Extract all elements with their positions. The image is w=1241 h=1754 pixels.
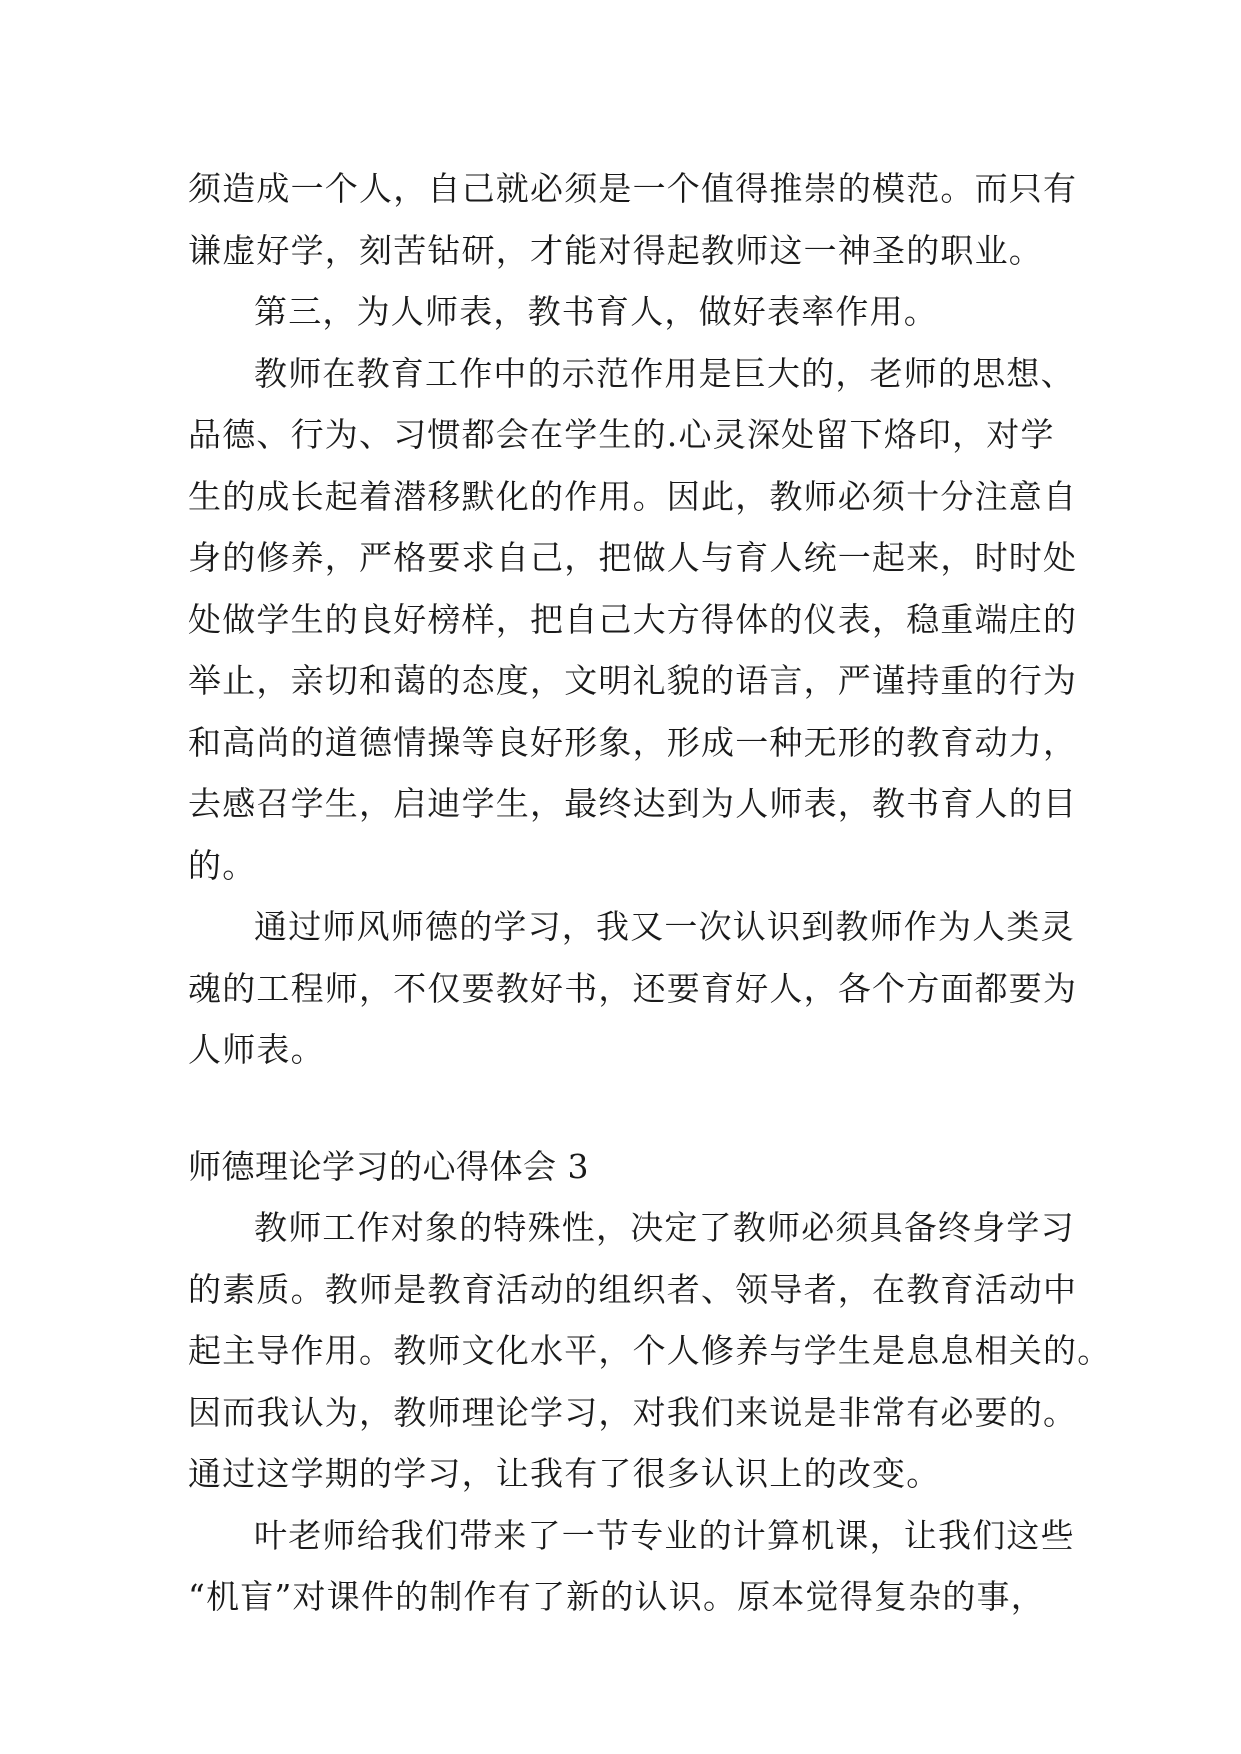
paragraph-line: 须造成一个人，自己就必须是一个值得推崇的模范。而只有: [188, 169, 1078, 208]
paragraph-line: 的素质。教师是教育活动的组织者、领导者，在教育活动中: [188, 1269, 1078, 1309]
paragraph-line: “机盲”对课件的制作有了新的认识。原本觉得复杂的事，: [188, 1577, 1045, 1616]
paragraph-line: 通过这学期的学习，让我有了很多认识上的改变。: [188, 1454, 941, 1493]
paragraph-line: 谦虚好学，刻苦钻研，才能对得起教师这一神圣的职业。: [188, 230, 1043, 270]
paragraph-line: 教师工作对象的特殊性，决定了教师必须具备终身学习: [254, 1208, 1075, 1247]
paragraph-line: 魂的工程师，不仅要教好书，还要育好人，各个方面都要为: [188, 968, 1078, 1008]
paragraph-line: 的。: [188, 845, 257, 885]
document-body: [188, 158, 1112, 1628]
paragraph-line: 身的修养，严格要求自己，把做人与育人统一起来，时时处: [188, 538, 1078, 577]
paragraph-line: 生的成长起着潜移默化的作用。因此，教师必须十分注意自: [188, 476, 1078, 516]
paragraph-line: 举止，亲切和蔼的态度，文明礼貌的语言，严谨持重的行为: [188, 661, 1078, 700]
paragraph-line: 处做学生的良好榜样，把自己大方得体的仪表，稳重端庄的: [188, 599, 1078, 639]
section-heading: 师德理论学习的心得体会 3: [188, 1146, 589, 1186]
paragraph-line: 通过师风师德的学习，我又一次认识到教师作为人类灵: [254, 907, 1075, 946]
section-spacer: [188, 1081, 1068, 1136]
paragraph-line: 第三，为人师表，教书育人，做好表率作用。: [254, 292, 938, 331]
paragraph-line: 去感召学生，启迪学生，最终达到为人师表，教书育人的目: [188, 784, 1078, 823]
paragraph-line: 品德、行为、习惯都会在学生的.心灵深处留下烙印，对学: [188, 415, 1055, 454]
paragraph-line: 起主导作用。教师文化水平，个人修养与学生是息息相关的。: [188, 1331, 1112, 1370]
paragraph-line: 和高尚的道德情操等良好形象，形成一种无形的教育动力，: [188, 722, 1078, 762]
paragraph-line: 教师在教育工作中的示范作用是巨大的，老师的思想、: [254, 353, 1075, 393]
paragraph-line: 叶老师给我们带来了一节专业的计算机课，让我们这些: [254, 1515, 1075, 1555]
paragraph-line: 因而我认为，教师理论学习，对我们来说是非常有必要的。: [188, 1392, 1078, 1432]
paragraph-line: 人师表。: [188, 1030, 325, 1069]
